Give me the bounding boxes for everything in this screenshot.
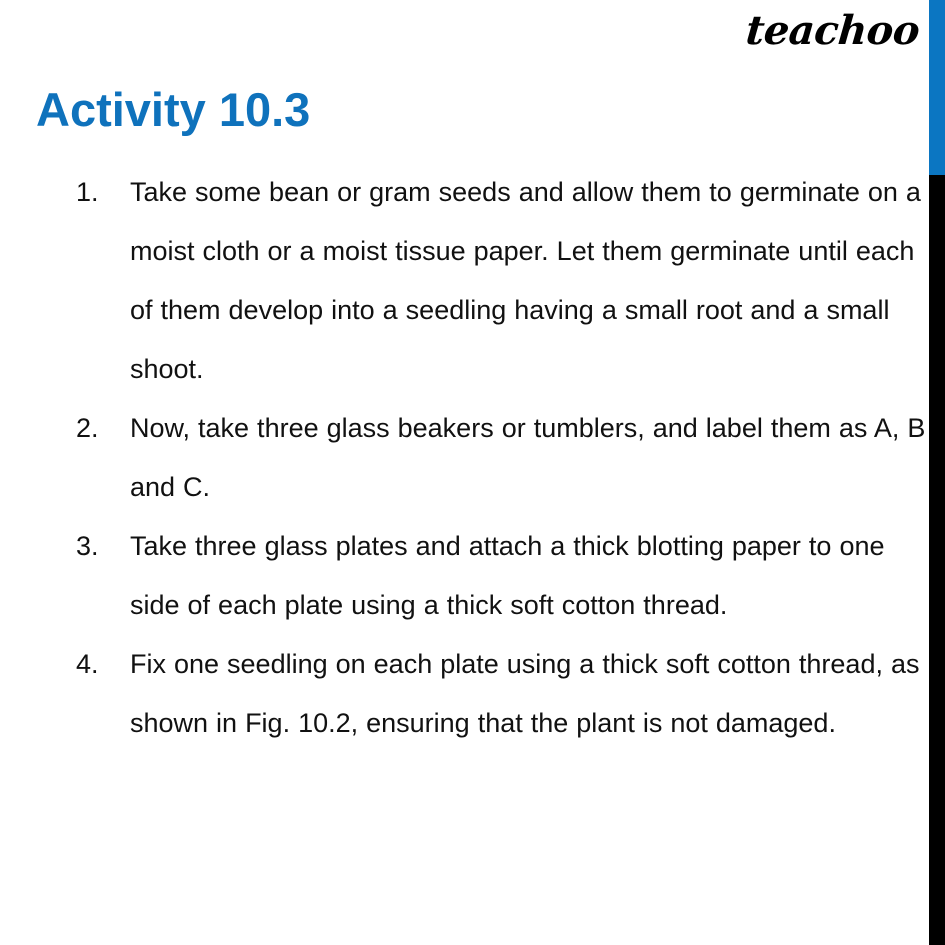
edge-bar-blue-segment: [929, 0, 945, 175]
list-item: [76, 399, 936, 517]
teachoo-logo: teachoo: [743, 7, 922, 54]
list-item: [76, 163, 936, 399]
list-item: [76, 517, 936, 635]
list-item-text: Take three glass plates and attach a thick blotting paper to one side of each plate using a thick soft cotton thread.: [130, 531, 885, 620]
activity-steps-list: [36, 163, 936, 753]
list-item-text: Fix one seedling on each plate using a thick soft cotton thread, as shown in Fig. 10.2, ensuring that the plant is not damaged.: [130, 649, 920, 738]
page-title: Activity 10.3: [36, 83, 311, 137]
list-item-text: Take some bean or gram seeds and allow them to germinate on a moist cloth or a moist tissue paper. Let them germinate until each of them develop into a seedling having a small root and a small shoot.: [130, 177, 921, 384]
list-item-number: 2.: [76, 413, 99, 443]
list-item: [76, 635, 936, 753]
list-item-text: Now, take three glass beakers or tumblers, and label them as A, B and C.: [130, 413, 926, 502]
list-item-number: 4.: [76, 649, 99, 679]
list-item-number: 3.: [76, 531, 99, 561]
list-item-number: 1.: [76, 177, 99, 207]
